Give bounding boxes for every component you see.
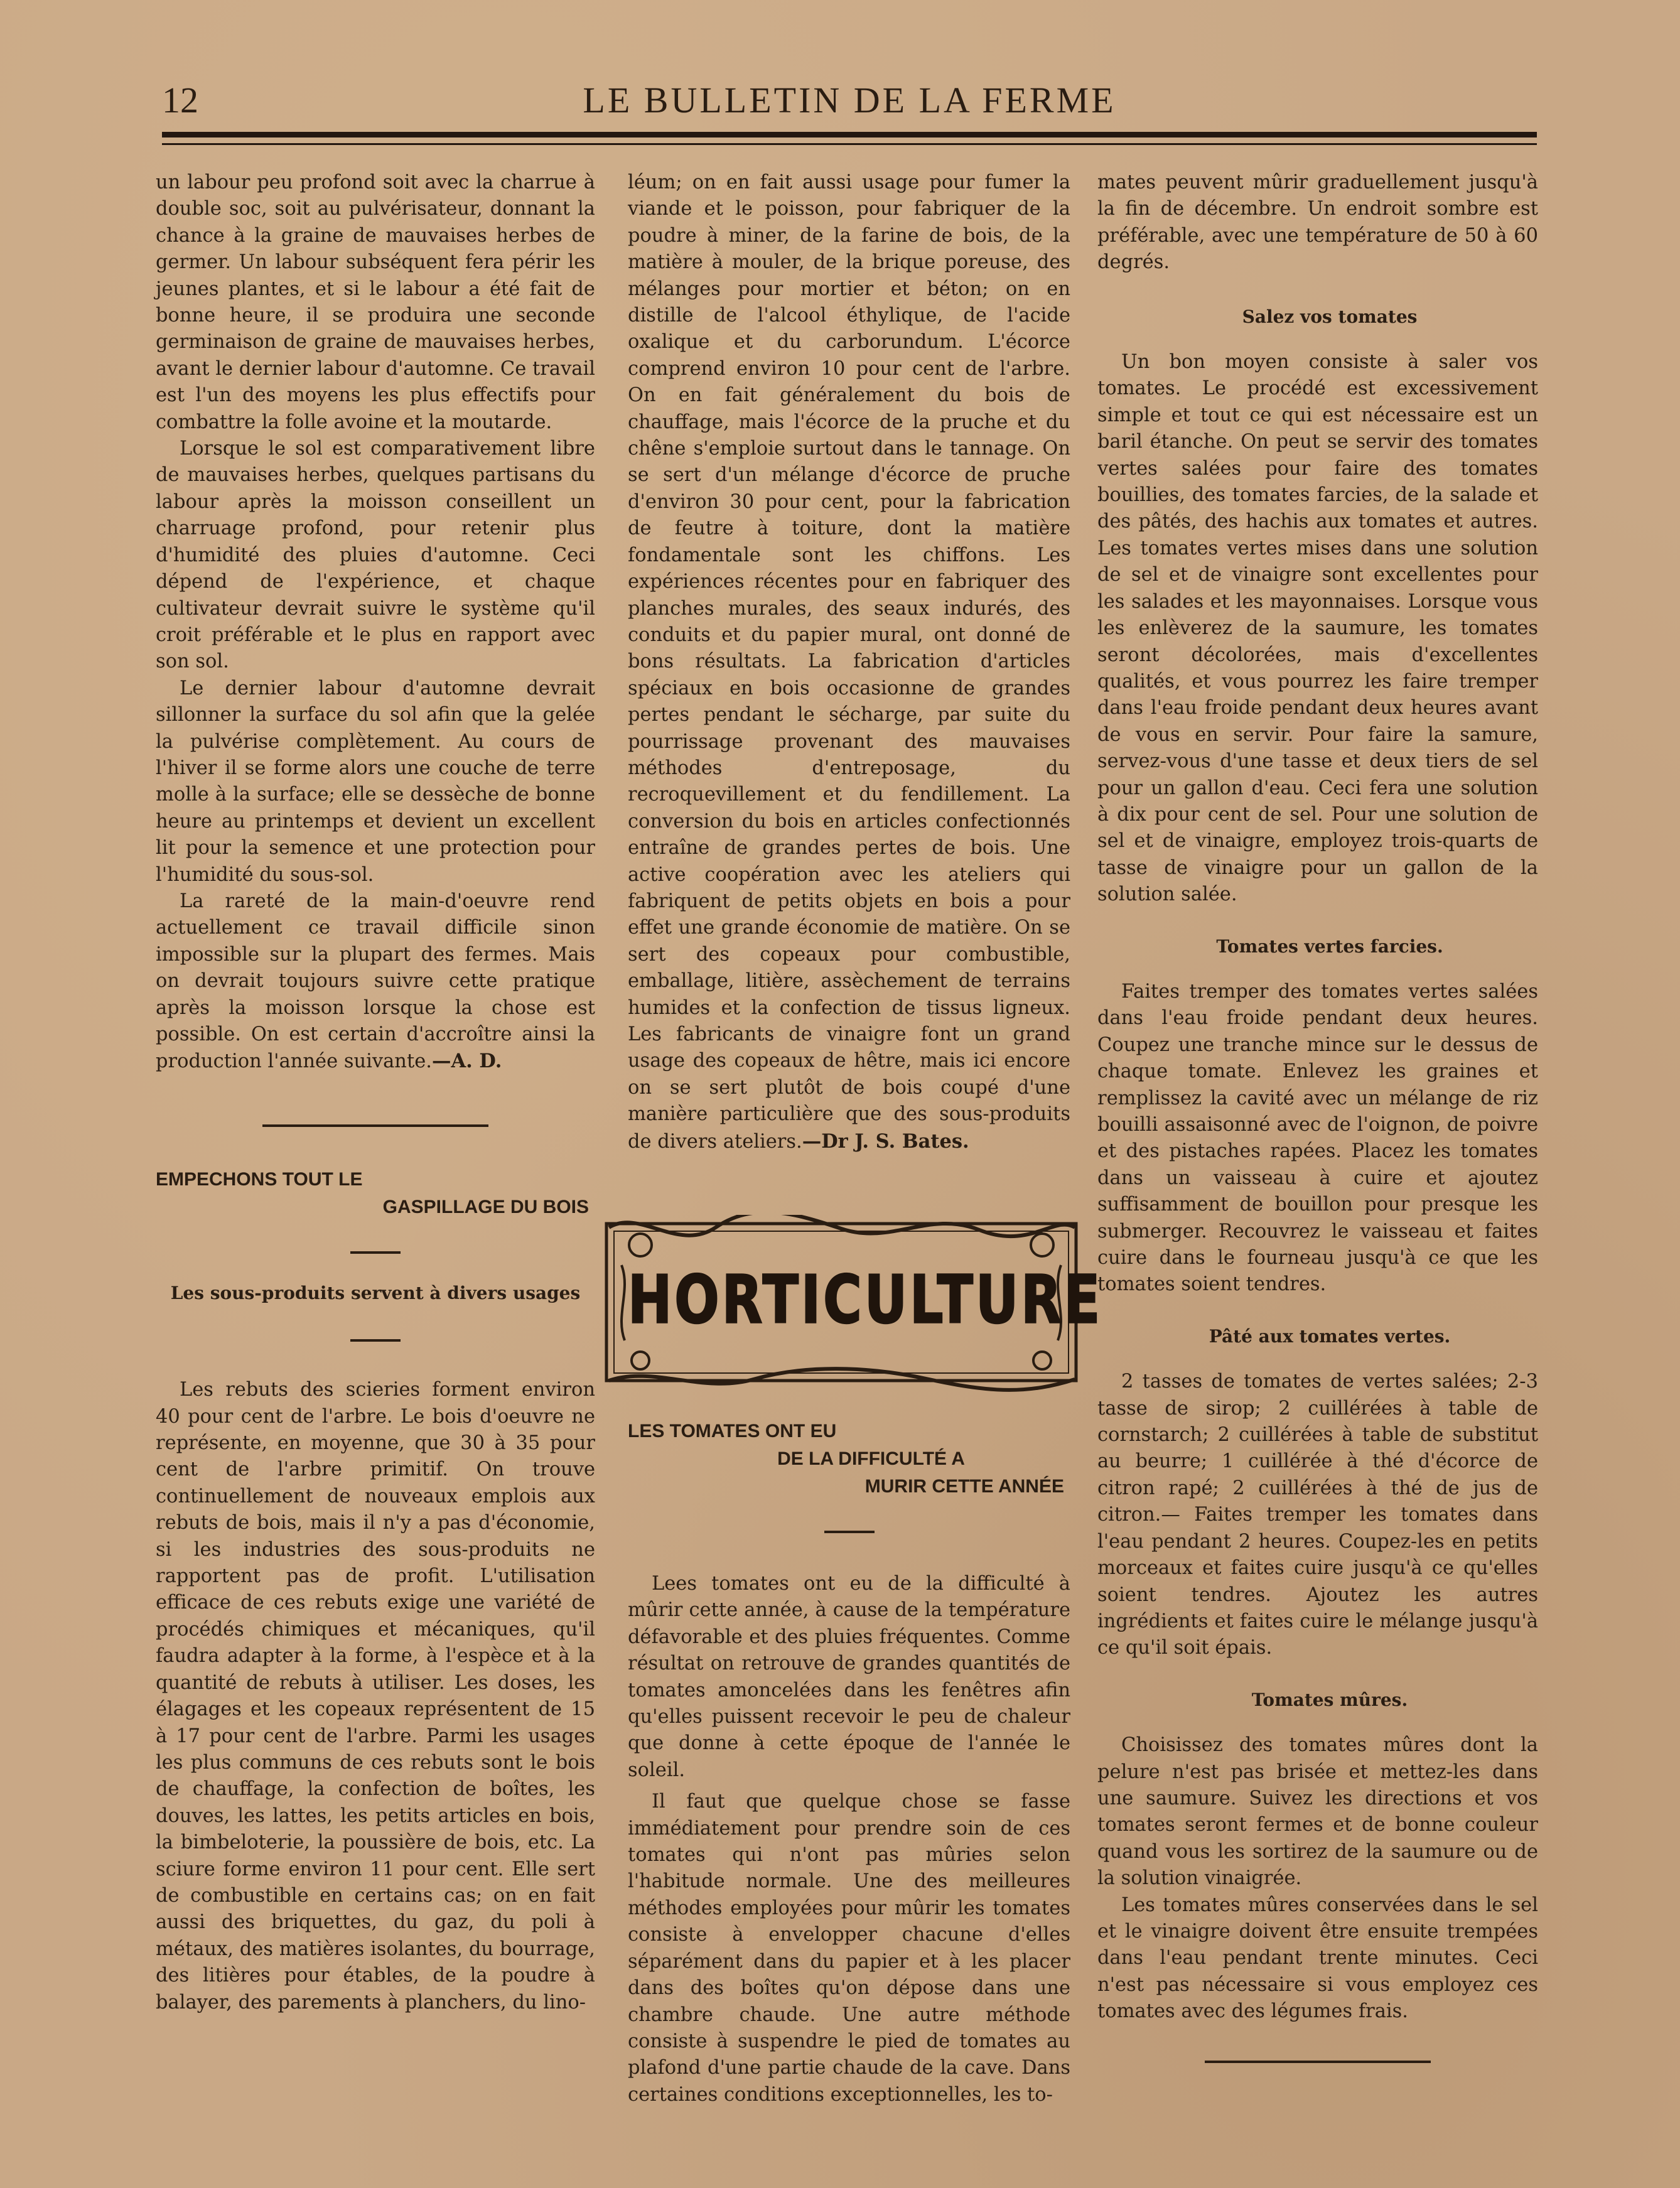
paragraph: Les tomates mûres conservées dans le sel et le vinaigre doivent être ensuite trempées dans l'eau pendant trente minutes. Ceci n'est pas nécessaire si vous employez ces tomates avec des légumes frais. [1097,1894,1538,2023]
article-title [156,1166,595,1221]
paragraph: 2 tasses de tomates de vertes salées; 2-3 tasse de sirop; 2 cuillérées à table de cornstarch; 2 cuillérées à table de substitut au beurre; 1 cuillérée à thé d'écorce de citron rapé; 2 cuillérées à thé de jus de citron.— Faites tremper les tomates dans l'eau pendant 2 heures. Coupez-les en petits morceaux et faites cuire jusqu'à ce qu'elles soient tendres. Ajoutez les autres ingrédients et faites cuire le mélange jusqu'à ce qu'il soit épais. [1097,1371,1538,1659]
section-subhead: Tomates vertes farcies. [1216,935,1443,957]
page-header [162,74,1537,124]
article-title-line: LES TOMATES ONT EU [628,1421,837,1442]
paragraph-text: La rareté de la main-d'oeuvre rend actuellement ce travail difficile sinon impossible sur la plupart des fermes. Mais on devrait toujours suivre cette pratique après la moisson lorsque la chose est possible. On est certain d'accroître ainsi la production l'année suivante. [156,890,595,1073]
paragraph: Lees tomates ont eu de la difficulté à mûrir cette année, à cause de la température défavorable et des pluies fréquentes. Comme résultat on retrouve de grandes quantités de tomates amoncelées dans les fenêtres afin qu'elles puissent recevoir le peu de chaleur que donne à cette époque de l'année le soleil. [628,1573,1070,1781]
paragraph-text: léum; on en fait aussi usage pour fumer la viande et le poisson, pour fabriquer de la poudre à miner, de la farine de bois, de la matière à mouler, de la brique poreuse, des mélanges pour mortier et béton; on en distille de l'alcool éthylique, de l'acide oxalique et du carborundum. L'écorce comprend environ 10 pour cent de l'arbre. On en fait généralement du bois de chauffage, mais l'écorce de la pruche et du chêne s'emploie surtout dans le tannage. On se sert d'un mélange d'écorce de pruche d'environ 30 pour cent, pour la fabrication de feutre à toiture, dont la matière fondamentale sont les chiffons. Les expériences récentes pour en fabriquer des planches murales, des seaux indurés, des conduits et du papier mural, ont donné de bons résultats. La fabrication d'articles spéciaux en bois occasionne de grandes pertes pendant le sécharge, par suite du pourrissage provenant des mauvaises méthodes d'entreposage, du recroquevillement et du fendillement. La conversion du bois en articles confectionnés entraîne de grandes pertes de bois. Une active coopération avec les ateliers qui fabriquent de petits objets en bois a pour effet une grande économie de matière. On se sert des copeaux pour combustible, emballage, litière, assèchement de terrains humides et la confection de tissus ligneux. Les fabricants de vinaigre font un grand usage des copeaux de hêtre, mais ici encore on se sert plutôt de bois coupé d'une manière particulière que des sous-produits de divers ateliers. [628,171,1070,1153]
paragraph: Choisissez des tomates mûres dont la pelure n'est pas brisée et mettez-les dans une saumure. Suivez les directions et vos tomates seront fermes et de bonne couleur quand vous les sortirez de la saumure ou de la solution vinaigrée. [1097,1734,1538,1890]
header-rule-thin [162,143,1537,145]
paragraph [156,888,595,1075]
paragraph: Les rebuts des scieries forment environ 40 pour cent de l'arbre. Le bois d'oeuvre ne représente, en moyenne, que 30 à 35 pour cent de l'arbre primitif. On trouve continuellement de nouveaux emplois aux rebuts de bois, mais il n'y a pas d'économie, si les industries des sous-produits ne rapportent pas de profit. L'utilisation efficace de ces rebuts exige une variété de procédés chimiques et mécaniques, qu'il faudra adapter à la forme, à l'espèce et à la quantité de rebuts à utiliser. Les doses, les élagages et les copeaux représentent de 15 à 17 pour cent de l'arbre. Parmi les usages les plus communs de ces rebuts sont le bois de chauffage, la confection de boîtes, les douves, les lattes, les petits articles en bois, la bimbeloterie, la poussière de bois, etc. La sciure forme environ 11 pour cent. Elle sert de combustible en certains cas; on en fait aussi des briquettes, du gaz, du poli à métaux, des matières isolantes, du bourrage, des litières pour étables, de la poudre à balayer, des parements à planchers, du lino- [156,1379,595,2013]
paragraph: Lorsque le sol est comparativement libre de mauvaises herbes, quelques partisans du labour après la moisson conseillent un charruage profond, pour retenir plus d'humidité des pluies d'automne. Ceci dépend de l'expérience, et chaque cultivateur devrait suivre le système qu'il croit préférable et le plus en rapport avec son sol. [156,438,595,673]
title-divider [824,1531,875,1533]
paragraph: Le dernier labour d'automne devrait sillonner la surface du sol afin que la gelée la pulvérise complètement. Au cours de l'hiver il se forme alors une couche de terre molle à la surface; elle se dessèche de bonne heure au printemps et devient un excellent lit pour la semence et une protection pour l'humidité du sous-sol. [156,677,595,886]
article-title [628,1418,1070,1501]
paragraph: un labour peu profond soit avec la charrue à double soc, soit au pulvérisateur, donnant la chance à la graine de mauvaises herbes de germer. Un labour subséquent fera périr les jeunes plantes, et si le labour a été fait de bonne heure, il se produira une seconde germinaison de graine de mauvaises herbes, avant le dernier labour d'automne. Ce travail est l'un des moyens les plus effectifs pour combattre la folle avoine et la moutarde. [156,171,595,433]
section-divider [1205,2061,1431,2063]
page-number: 12 [162,80,198,121]
horticulture-banner [603,1215,1103,1394]
paragraph: Faites tremper des tomates vertes salées dans l'eau froide pendant deux heures. Coupez une tranche mince sur le dessus de chaque tomate. Enlevez les graines et remplissez la cavité avec un mélange de riz bouilli assaisonné avec de l'oignon, de poivre et des pistaches rapées. Placez les tomates dans un vaisseau à cuire et ajoutez suffisamment de bouillon pour presque les submerger. Recouvrez le vaisseau et faites cuire dans le fourneau jusqu'à ce que les tomates soient tendres. [1097,980,1538,1296]
author-signature: —A. D. [431,1050,502,1073]
author-signature: —Dr J. S. Bates. [802,1129,969,1153]
paragraph: Il faut que quelque chose se fasse immédiatement pour prendre soin de ces tomates qui n'ont pas mûries selon l'habitude normale. Une des meilleures méthodes employées pour mûrir les tomates consiste à envelopper chacune d'elles séparément dans du papier et à les placer dans des boîtes qu'on dépose dans une chambre chaude. Une autre méthode consiste à suspendre le pied de tomates au plafond d'une partie chaude de la cave. Dans certaines conditions exceptionnelles, les to- [628,1791,1070,2106]
header-rule-thick [162,132,1537,137]
title-divider [350,1339,401,1342]
column-3 [1097,170,1538,2063]
article-title-line: DE LA DIFFICULTÉ A [777,1448,965,1469]
paragraph: Un bon moyen consiste à saler vos tomates. Le procédé est excessivement simple et tout ce qui est nécessaire est un baril étanche. On peut se servir des tomates vertes salées pour faire des tomates bouillies, des tomates farcies, de la salade et des pâtés, des hachis aux tomates et autres. Les tomates vertes mises dans une solution de sel et de vinaigre sont excellentes pour les salades et les mayonnaises. Lorsque vous les enlèverez de la saumure, les tomates seront décolorées, mais d'excellentes qualités, et vous pourrez les faire tremper dans l'eau froide pendant deux heures avant de vous en servir. Pour faire la samure, servez-vous d'une tasse et deux tiers de sel pour un gallon d'eau. Ceci fera une solution à dix pour cent de sel. Pour une solution de sel et de vinaigre, employez trois-quarts de tasse de vinaigre pour un gallon de la solution salée. [1097,351,1538,906]
journal-title: LE BULLETIN DE LA FERME [583,80,1116,121]
article-title-line: EMPECHONS TOUT LE [156,1168,363,1190]
banner-text: HORTICULTURE [628,1261,1103,1339]
paragraph [628,170,1070,1155]
section-subhead: Tomates mûres. [1251,1689,1408,1710]
article-title-line: GASPILLAGE DU BOIS [382,1196,589,1217]
column-2 [628,170,1070,1155]
section-divider [262,1124,488,1127]
article-subtitle: Les sous-produits servent à divers usages [170,1282,581,1303]
column-2-lower [628,1418,1070,2108]
column-1 [156,170,595,2016]
section-subhead: Pâté aux tomates vertes. [1209,1325,1451,1347]
section-subhead: Salez vos tomates [1242,306,1418,327]
title-divider [350,1251,401,1254]
article-title-line: MURIR CETTE ANNÉE [864,1476,1064,1497]
paragraph: mates peuvent mûrir graduellement jusqu'à la fin de décembre. Un endroit sombre est préférable, avec une température de 50 à 60 degrés. [1097,171,1538,274]
